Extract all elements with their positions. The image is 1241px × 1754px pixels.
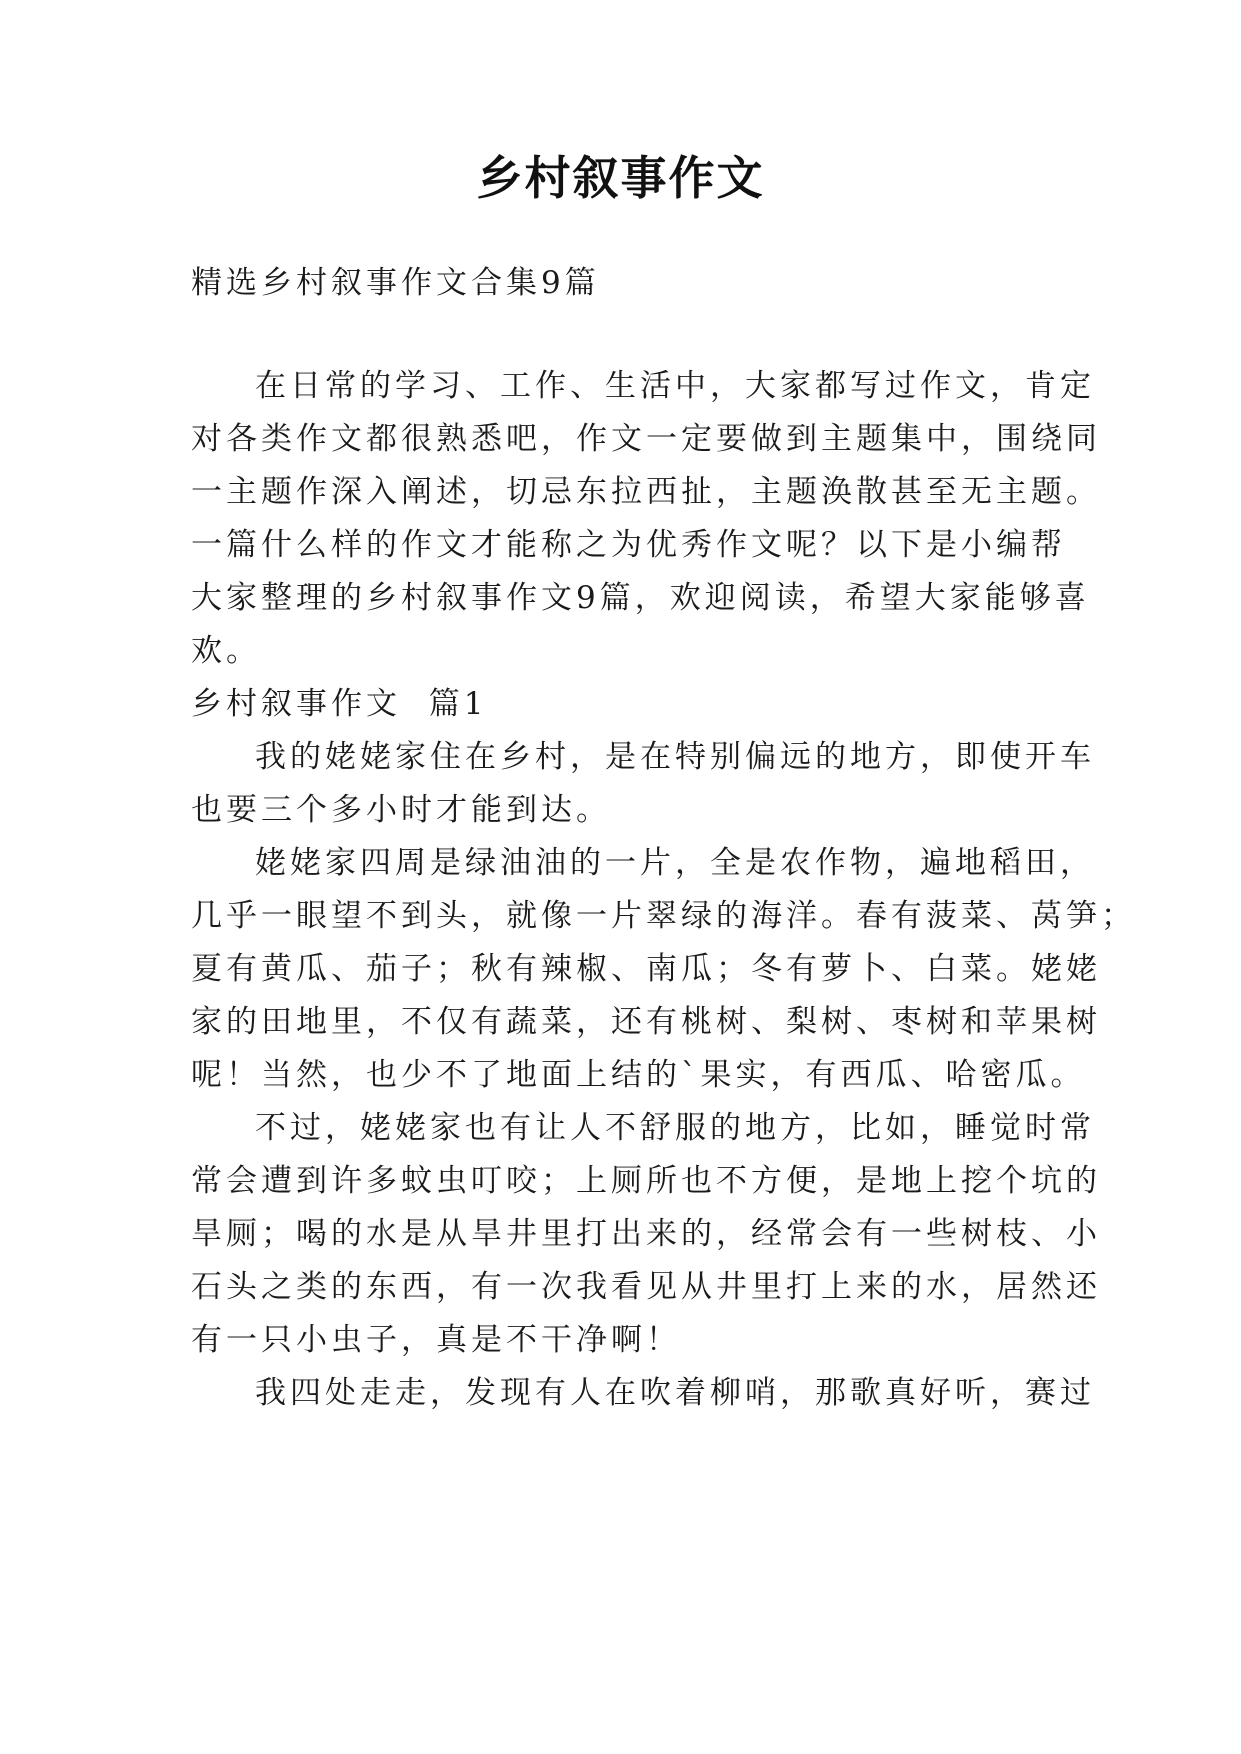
section-heading: 乡村叙事作文 篇1 [191,686,488,722]
document-subtitle: 精选乡村叙事作文合集9篇 [191,265,600,301]
paragraph-line: 石头之类的东西，有一次我看见从井里打上来的水，居然还 [191,1269,1101,1305]
paragraph-line: 常会遭到许多蚊虫叮咬；上厕所也不方便，是地上挖个坑的 [191,1163,1101,1199]
intro-line: 一篇什么样的作文才能称之为优秀作文呢？以下是小编帮 [191,527,1066,563]
paragraph-line: 也要三个多小时才能到达。 [191,792,611,828]
paragraph-line: 夏有黄瓜、茄子；秋有辣椒、南瓜；冬有萝卜、白菜。姥姥 [191,951,1101,987]
intro-line: 在日常的学习、工作、生活中，大家都写过作文，肯定 [255,368,1095,404]
intro-line: 一主题作深入阐述，切忌东拉西扯，主题涣散甚至无主题。 [191,474,1101,510]
paragraph-line: 我四处走走，发现有人在吹着柳哨，那歌真好听，赛过 [255,1375,1095,1411]
paragraph-line: 有一只小虫子，真是不干净啊！ [191,1322,681,1358]
intro-line: 欢。 [191,633,261,669]
paragraph-line: 呢！当然，也少不了地面上结的`果实，有西瓜、哈密瓜。 [191,1057,1086,1093]
paragraph-line: 我的姥姥家住在乡村，是在特别偏远的地方，即使开车 [255,739,1095,775]
intro-line: 对各类作文都很熟悉吧，作文一定要做到主题集中，围绕同 [191,421,1101,457]
paragraph-line: 旱厕；喝的水是从旱井里打出来的，经常会有一些树枝、小 [191,1216,1101,1252]
paragraph-line: 几乎一眼望不到头，就像一片翠绿的海洋。春有菠菜、莴笋； [191,898,1136,934]
document-body [191,0,1136,1754]
paragraph-line: 不过，姥姥家也有让人不舒服的地方，比如，睡觉时常 [255,1110,1095,1146]
document-title: 乡村叙事作文 [476,151,765,205]
intro-line: 大家整理的乡村叙事作文9篇，欢迎阅读，希望大家能够喜 [191,580,1090,616]
paragraph-line: 家的田地里，不仅有蔬菜，还有桃树、梨树、枣树和苹果树 [191,1004,1101,1040]
paragraph-line: 姥姥家四周是绿油油的一片，全是农作物，遍地稻田， [255,845,1095,881]
